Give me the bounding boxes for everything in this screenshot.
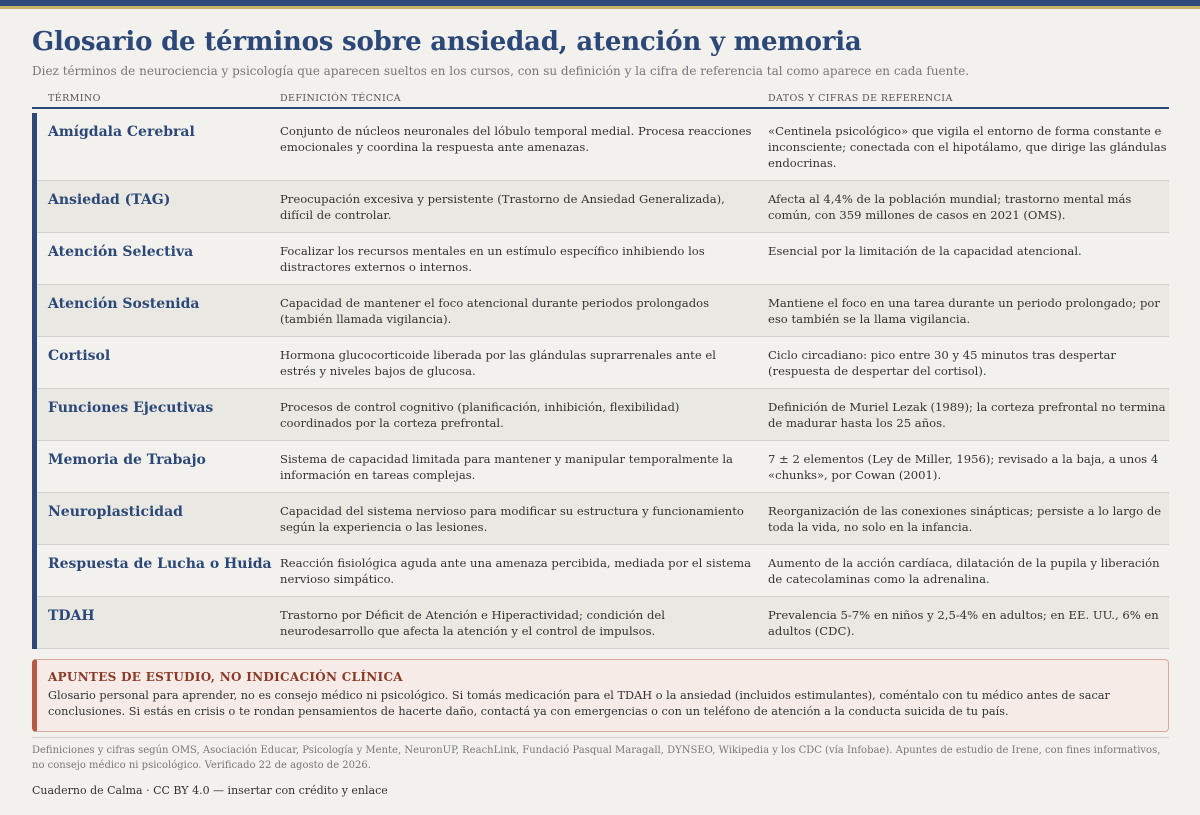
- glossary-table: [32, 113, 1169, 649]
- term-definition: Focalizar los recursos mentales en un estímulo específico inhibiendo los distractores externos o internos.: [280, 244, 705, 274]
- term-name: Atención Selectiva: [48, 244, 194, 260]
- footer-divider: [32, 737, 1169, 738]
- sources-note: Definiciones y cifras según OMS, Asociación Educar, Psicología y Mente, NeuronUP, ReachLink, Fundació Pasqual Maragall, DYNSEO, Wikipedia y los CDC (vía Infobae). Apuntes de estudio de Irene, con fines informativos, no consejo médico ni psicológico. Verificado 22 de agosto de 2026.: [32, 745, 1161, 771]
- disclaimer-body: Glosario personal para aprender, no es consejo médico ni psicológico. Si tomás medicación para el TDAH o la ansiedad (incluidos estimulantes), coméntalo con tu médico antes de sacar conclusiones. Si estás en crisis o te rondan pensamientos de hacerte daño, contactá ya con emergencias o con un teléfono de atención a la conducta suicida de tu país.: [48, 689, 1110, 718]
- term-figures: Prevalencia 5-7% en niños y 2,5-4% en adultos; en EE. UU., 6% en adultos (CDC).: [768, 608, 1159, 638]
- table-row: [37, 113, 1169, 181]
- top-gold-bar: [0, 6, 1200, 9]
- term-definition: Reacción fisiológica aguda ante una amenaza percibida, mediada por el sistema nervioso simpático.: [280, 556, 752, 586]
- term-name: Funciones Ejecutivas: [48, 400, 214, 416]
- column-header-term: TÉRMINO: [48, 93, 101, 104]
- table-row: [37, 337, 1169, 389]
- column-header-figures: DATOS Y CIFRAS DE REFERENCIA: [768, 93, 953, 104]
- term-definition: Capacidad del sistema nervioso para modificar su estructura y funcionamiento según la experiencia o las lesiones.: [280, 504, 744, 534]
- term-figures: 7 ± 2 elementos (Ley de Miller, 1956); revisado a la baja, a unos 4 «chunks», por Cowan (2001).: [768, 452, 1159, 482]
- term-figures: «Centinela psicológico» que vigila el entorno de forma constante e inconsciente; conectada con el hipotálamo, que dirige las glándulas endocrinas.: [768, 124, 1167, 170]
- term-name: Memoria de Trabajo: [48, 452, 206, 468]
- term-figures: Mantiene el foco en una tarea durante un periodo prolongado; por eso también se la llama vigilancia.: [768, 296, 1160, 326]
- table-row: [37, 493, 1169, 545]
- term-name: Respuesta de Lucha o Huida: [48, 556, 272, 572]
- term-definition: Trastorno por Déficit de Atención e Hiperactividad; condición del neurodesarrollo que afecta la atención y el control de impulsos.: [280, 608, 665, 638]
- term-name: Neuroplasticidad: [48, 504, 183, 520]
- term-figures: Definición de Muriel Lezak (1989); la corteza prefrontal no termina de madurar hasta los 25 años.: [768, 400, 1166, 430]
- page-title: Glosario de términos sobre ansiedad, atención y memoria: [32, 27, 862, 57]
- term-figures: Afecta al 4,4% de la población mundial; trastorno mental más común, con 359 millones de casos en 2021 (OMS).: [768, 192, 1132, 222]
- table-row: [37, 389, 1169, 441]
- term-name: Ansiedad (TAG): [48, 192, 171, 208]
- term-figures: Ciclo circadiano: pico entre 30 y 45 minutos tras despertar (respuesta de despertar del cortisol).: [768, 348, 1116, 378]
- term-name: Cortisol: [48, 348, 111, 364]
- clinical-disclaimer-box: [32, 659, 1169, 732]
- license-credit: Cuaderno de Calma · CC BY 4.0 — insertar con crédito y enlace: [32, 784, 388, 797]
- term-name: Atención Sostenida: [48, 296, 200, 312]
- table-row: [37, 181, 1169, 233]
- table-row: [37, 233, 1169, 285]
- term-name: Amígdala Cerebral: [48, 124, 195, 140]
- table-row: [37, 441, 1169, 493]
- table-header: [32, 93, 1169, 109]
- term-figures: Aumento de la acción cardíaca, dilatación de la pupila y liberación de catecolaminas como la adrenalina.: [768, 556, 1160, 586]
- term-definition: Procesos de control cognitivo (planificación, inhibición, flexibilidad) coordinados por la corteza prefrontal.: [280, 400, 680, 430]
- term-figures: Reorganización de las conexiones sinápticas; persiste a lo largo de toda la vida, no solo en la infancia.: [768, 504, 1162, 534]
- table-row: [37, 285, 1169, 337]
- term-definition: Preocupación excesiva y persistente (Trastorno de Ansiedad Generalizada), difícil de controlar.: [280, 192, 725, 222]
- table-row: [37, 545, 1169, 597]
- table-row: [37, 597, 1169, 649]
- term-definition: Hormona glucocorticoide liberada por las glándulas suprarrenales ante el estrés y niveles bajos de glucosa.: [280, 348, 716, 378]
- term-definition: Sistema de capacidad limitada para mantener y manipular temporalmente la información en tareas complejas.: [280, 452, 733, 482]
- page-subtitle: Diez términos de neurociencia y psicología que aparecen sueltos en los cursos, con su definición y la cifra de referencia tal como aparece en cada fuente.: [32, 64, 970, 78]
- disclaimer-title: APUNTES DE ESTUDIO, NO INDICACIÓN CLÍNICA: [48, 670, 403, 684]
- term-definition: Conjunto de núcleos neuronales del lóbulo temporal medial. Procesa reacciones emocionales y coordina la respuesta ante amenazas.: [280, 124, 752, 154]
- term-figures: Esencial por la limitación de la capacidad atencional.: [768, 244, 1082, 258]
- column-header-definition: DEFINICIÓN TÉCNICA: [280, 93, 402, 104]
- term-name: TDAH: [48, 608, 95, 624]
- term-definition: Capacidad de mantener el foco atencional durante periodos prolongados (también llamada vigilancia).: [280, 296, 710, 326]
